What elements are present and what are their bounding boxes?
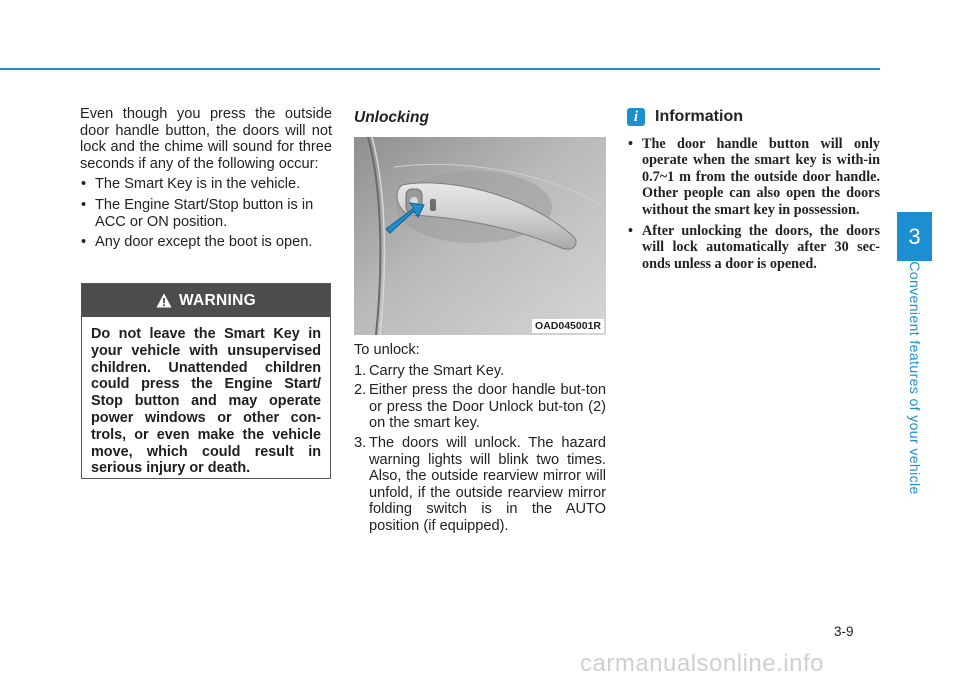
intro-paragraph: Even though you press the outside door handle button, the doors will not lock and the chime will sound for three seconds if any of the following occur: [80,106,332,172]
unlock-intro: To unlock: [354,342,420,358]
column-middle [354,106,606,127]
column-left [80,106,332,251]
list-item: • The Smart Key is in the vehicle. [80,176,332,193]
list-item: 2. Either press the door handle but-ton or press the Door Unlock but-ton (2) on the smart key. [354,382,606,432]
list-item: 3. The doors will unlock. The hazard warning lights will blink two times. Also, the outside rearview mirror will unfold, if the outside rearview mirror folding switch is in the AUTO position (if equipped). [354,434,606,534]
list-item: • Any door except the boot is open. [80,234,332,251]
unlock-steps [354,363,606,535]
info-icon: i [627,108,645,126]
unlock-instructions [354,342,606,535]
information-list [627,136,880,272]
chapter-tab: 3 [897,212,932,261]
warning-text: Do not leave the Smart Key in your vehicle with unsupervised children. Unattended children could press the Engine Start/ Stop button and may operate power windows or other con-trols, or even make the vehicle move, which could result in serious injury or death. [91,326,321,477]
warning-header [82,284,330,317]
warning-box [81,283,331,479]
warning-title: WARNING [178,291,256,309]
image-code: OAD045001R [532,319,604,333]
column-right [627,106,880,277]
list-item: • After unlocking the doors, the doors will lock automatically after 30 sec-onds unless a door is opened. [627,223,880,272]
list-item: 1. Carry the Smart Key. [354,362,505,379]
lock-conditions-list [80,176,332,250]
header-rule [0,68,880,70]
watermark: carmanualsonline.info [580,650,824,677]
chapter-title: Convenient features of your vehicle [907,261,923,495]
door-handle-image [354,137,606,335]
list-item: • The door handle button will only operate when the smart key is with-in 0.7~1 m from the outside door handle. Other people can also open the doors without the smart key in possession. [627,136,880,218]
section-title-unlocking: Unlocking [354,109,429,126]
information-header [627,108,880,126]
warning-triangle-icon [156,293,172,308]
car-door-illustration [354,137,606,335]
list-item: • The Engine Start/Stop button is in ACC or ON position. [80,197,332,230]
page-number: 3-9 [834,624,854,639]
information-title: Information [655,107,743,125]
